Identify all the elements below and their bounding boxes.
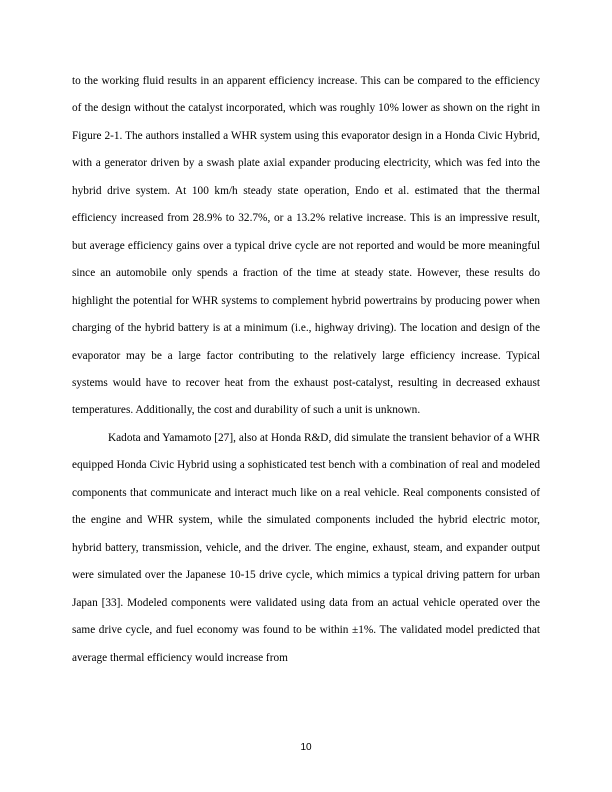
document-body — [72, 68, 540, 672]
paragraph-kadota-yamamoto: Kadota and Yamamoto [27], also at Honda R&D, did simulate the transient behavior of a WHR equipped Honda Civic Hybrid using a sophisticated test bench with a combination of real and modeled components that communicate and interact much like on a real vehicle. Real components consisted of the engine and WHR system, while the simulated components included the hybrid electric motor, hybrid battery, transmission, vehicle, and the driver. The engine, exhaust, steam, and expander output were simulated over the Japanese 10-15 drive cycle, which mimics a typical driving pattern for urban Japan [33]. Modeled components were validated using data from an actual vehicle operated over the same drive cycle, and fuel economy was found to be within ±1%. The validated model predicted that average thermal efficiency would increase from — [72, 431, 540, 664]
page-number: 10 — [300, 742, 312, 753]
paragraph-continuation: to the working fluid results in an apparent efficiency increase. This can be compared to the efficiency of the design without the catalyst incorporated, which was roughly 10% lower as shown on the right in Figure 2-1. The authors installed a WHR system using this evaporator design in a Honda Civic Hybrid, with a generator driven by a swash plate axial expander producing electricity, which was fed into the hybrid drive system. At 100 km/h steady state operation, Endo et al. estimated that the thermal efficiency increased from 28.9% to 32.7%, or a 13.2% relative increase. This is an impressive result, but average efficiency gains over a typical drive cycle are not reported and would be more meaningful since an automobile only spends a fraction of the time at steady state. However, these results do highlight the potential for WHR systems to complement hybrid powertrains by producing power when charging of the hybrid battery is at a minimum (i.e., highway driving). The location and design of the evaporator may be a large factor contributing to the relatively large efficiency increase. Typical systems would have to recover heat from the exhaust post-catalyst, resulting in decreased exhaust temperatures. Additionally, the cost and durability of such a unit is unknown. — [72, 75, 540, 417]
